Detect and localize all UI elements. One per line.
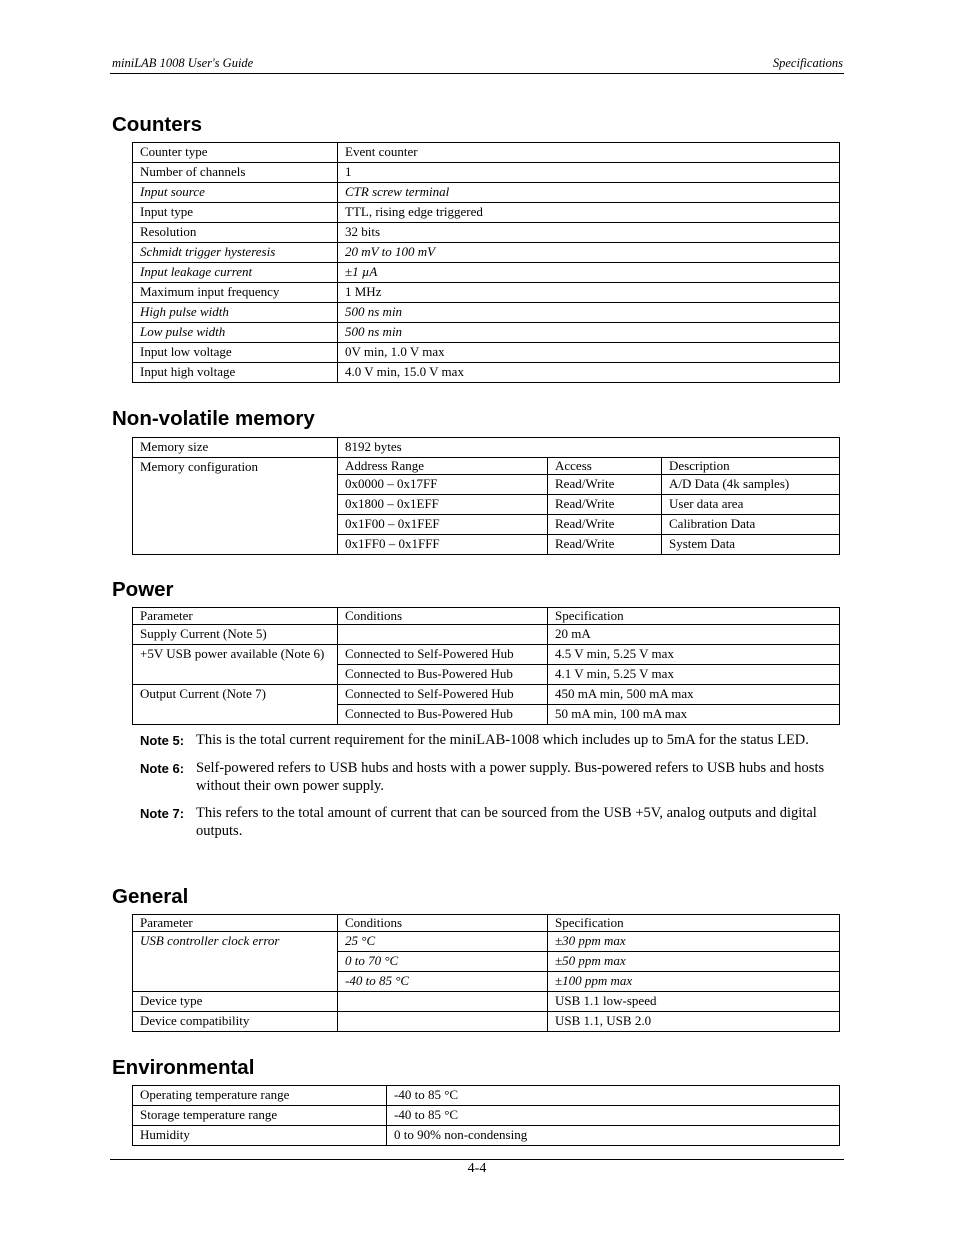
power-table	[132, 607, 840, 725]
table-row	[133, 323, 840, 343]
table-row	[133, 183, 840, 203]
note-text: Self-powered refers to USB hubs and hosts with a power supply. Bus-powered refers to USB hubs and hosts without their own power supply.	[196, 760, 825, 794]
spec-condition: -40 to 85 °C	[338, 972, 548, 992]
counters-table	[132, 142, 840, 383]
general-heading: General	[112, 885, 189, 908]
note	[140, 759, 840, 795]
spec-condition: Connected to Bus-Powered Hub	[338, 705, 548, 725]
spec-label: Resolution	[133, 223, 338, 243]
spec-value: 32 bits	[338, 223, 840, 243]
spec-label: Input high voltage	[133, 363, 338, 383]
memory-heading: Non-volatile memory	[112, 407, 315, 430]
note-text: This is the total current requirement for the miniLAB-1008 which includes up to 5mA for the status LED.	[196, 732, 809, 748]
spec-label: Storage temperature range	[133, 1106, 387, 1126]
spec-value: USB 1.1 low-speed	[548, 992, 840, 1012]
column-header: Access	[548, 458, 662, 475]
description: A/D Data (4k samples)	[662, 475, 840, 495]
column-header: Address Range	[338, 458, 548, 475]
spec-value: 50 mA min, 100 mA max	[548, 705, 840, 725]
table-row	[133, 992, 840, 1012]
spec-value: 8192 bytes	[338, 438, 840, 458]
note	[140, 731, 840, 750]
spec-label: Counter type	[133, 143, 338, 163]
spec-condition	[338, 992, 548, 1012]
general-table	[132, 914, 840, 1032]
spec-value: 0V min, 1.0 V max	[338, 343, 840, 363]
spec-label: Operating temperature range	[133, 1086, 387, 1106]
environmental-table	[132, 1085, 840, 1146]
spec-value: 450 mA min, 500 mA max	[548, 685, 840, 705]
table-row	[133, 645, 840, 665]
spec-value: USB 1.1, USB 2.0	[548, 1012, 840, 1032]
description: User data area	[662, 495, 840, 515]
access: Read/Write	[548, 475, 662, 495]
spec-label: Low pulse width	[133, 323, 338, 343]
table-row	[133, 685, 840, 705]
power-notes	[140, 731, 840, 840]
column-header: Description	[662, 458, 840, 475]
spec-value: 4.1 V min, 5.25 V max	[548, 665, 840, 685]
spec-label: Input type	[133, 203, 338, 223]
description: Calibration Data	[662, 515, 840, 535]
spec-value: CTR screw terminal	[338, 183, 840, 203]
spec-value: -40 to 85 °C	[387, 1106, 840, 1126]
access: Read/Write	[548, 515, 662, 535]
table-row	[133, 1086, 840, 1106]
spec-condition: Connected to Bus-Powered Hub	[338, 665, 548, 685]
spec-label: Memory configuration	[133, 458, 338, 555]
table-row	[133, 625, 840, 645]
table-row	[133, 283, 840, 303]
spec-label: Device compatibility	[133, 1012, 338, 1032]
spec-value: -40 to 85 °C	[387, 1086, 840, 1106]
spec-value: 1	[338, 163, 840, 183]
note-label: Note 6:	[140, 761, 185, 776]
spec-label: Schmidt trigger hysteresis	[133, 243, 338, 263]
spec-label: +5V USB power available (Note 6)	[133, 645, 338, 685]
spec-value: ±30 ppm max	[548, 932, 840, 952]
spec-condition	[338, 625, 548, 645]
spec-value: ±1 µA	[338, 263, 840, 283]
table-row	[133, 458, 840, 475]
note-label: Note 7:	[140, 806, 185, 821]
table-row	[133, 438, 840, 458]
table-row	[133, 1106, 840, 1126]
spec-condition: 0 to 70 °C	[338, 952, 548, 972]
spec-label: Memory size	[133, 438, 338, 458]
spec-value: 4.0 V min, 15.0 V max	[338, 363, 840, 383]
environmental-heading: Environmental	[112, 1056, 255, 1079]
address-range: 0x1F00 – 0x1FEF	[338, 515, 548, 535]
spec-value: Event counter	[338, 143, 840, 163]
column-header: Specification	[548, 915, 840, 932]
spec-value: 0 to 90% non-condensing	[387, 1126, 840, 1146]
table-row	[133, 343, 840, 363]
spec-label: Device type	[133, 992, 338, 1012]
spec-value: 20 mV to 100 mV	[338, 243, 840, 263]
table-row	[133, 243, 840, 263]
memory-table	[132, 437, 840, 555]
spec-label: Input leakage current	[133, 263, 338, 283]
spec-condition: Connected to Self-Powered Hub	[338, 685, 548, 705]
spec-label: Supply Current (Note 5)	[133, 625, 338, 645]
footer-rule	[110, 1159, 844, 1160]
note-label: Note 5:	[140, 733, 185, 748]
spec-condition: Connected to Self-Powered Hub	[338, 645, 548, 665]
column-header: Conditions	[338, 608, 548, 625]
running-header-section: Specifications	[772, 56, 843, 70]
note-text: This refers to the total amount of current that can be sourced from the USB +5V, analog outputs and digital outputs.	[196, 805, 817, 839]
spec-value: 500 ns min	[338, 323, 840, 343]
spec-value: 20 mA	[548, 625, 840, 645]
access: Read/Write	[548, 535, 662, 555]
spec-label: Number of channels	[133, 163, 338, 183]
address-range: 0x1FF0 – 0x1FFF	[338, 535, 548, 555]
table-row	[133, 915, 840, 932]
table-row	[133, 223, 840, 243]
counters-heading: Counters	[112, 113, 202, 136]
spec-value: ±100 ppm max	[548, 972, 840, 992]
table-row	[133, 363, 840, 383]
table-row	[133, 163, 840, 183]
page-number: 4-4	[467, 1161, 487, 1176]
table-row	[133, 1012, 840, 1032]
column-header: Conditions	[338, 915, 548, 932]
table-row	[133, 1126, 840, 1146]
description: System Data	[662, 535, 840, 555]
table-row	[133, 932, 840, 952]
address-range: 0x1800 – 0x1EFF	[338, 495, 548, 515]
access: Read/Write	[548, 495, 662, 515]
spec-value: 1 MHz	[338, 283, 840, 303]
spec-value: TTL, rising edge triggered	[338, 203, 840, 223]
column-header: Parameter	[133, 608, 338, 625]
power-heading: Power	[112, 578, 174, 601]
spec-label: High pulse width	[133, 303, 338, 323]
spec-label: USB controller clock error	[133, 932, 338, 992]
spec-label: Humidity	[133, 1126, 387, 1146]
column-header: Specification	[548, 608, 840, 625]
column-header: Parameter	[133, 915, 338, 932]
spec-label: Input low voltage	[133, 343, 338, 363]
spec-label: Output Current (Note 7)	[133, 685, 338, 725]
table-row	[133, 303, 840, 323]
spec-value: 500 ns min	[338, 303, 840, 323]
table-row	[133, 203, 840, 223]
spec-label: Input source	[133, 183, 338, 203]
spec-condition	[338, 1012, 548, 1032]
running-header-title: miniLAB 1008 User's Guide	[112, 56, 254, 70]
note	[140, 804, 840, 840]
table-row	[133, 143, 840, 163]
spec-value: ±50 ppm max	[548, 952, 840, 972]
header-rule	[110, 73, 844, 74]
spec-value: 4.5 V min, 5.25 V max	[548, 645, 840, 665]
address-range: 0x0000 – 0x17FF	[338, 475, 548, 495]
spec-label: Maximum input frequency	[133, 283, 338, 303]
table-row	[133, 608, 840, 625]
table-row	[133, 263, 840, 283]
spec-condition: 25 °C	[338, 932, 548, 952]
